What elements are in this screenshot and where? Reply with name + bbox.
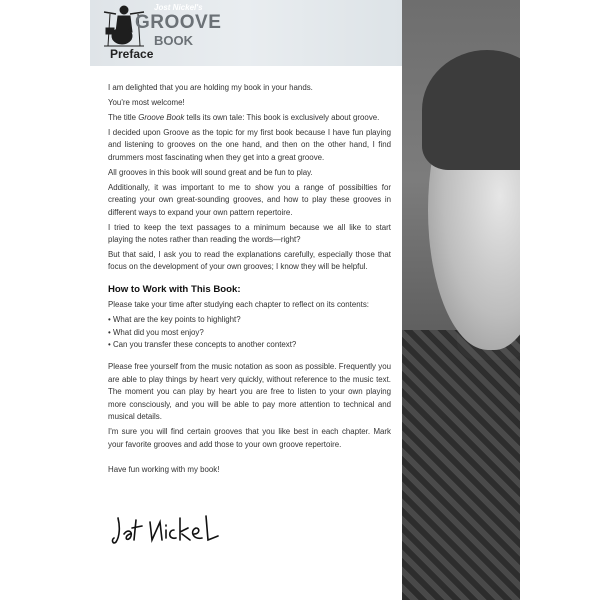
list-item: • What are the key points to highlight? [108, 314, 391, 326]
author-photo [402, 0, 520, 600]
section-heading: How to Work with This Book: [108, 283, 241, 295]
paragraph: You're most welcome! [108, 98, 185, 107]
paragraph: But that said, I ask you to read the explanations carefully, especially those that focus on the development of your own grooves; I know they will be helpful. [108, 250, 391, 272]
paragraph: All grooves in this book will sound great and be fun to play. [108, 167, 313, 177]
paragraph [108, 112, 391, 124]
section-title: Preface [110, 47, 154, 61]
paragraph: I tried to keep the text passages to a minimum because we all like to start playing the notes rather than reading the words—right? [108, 222, 391, 245]
paragraph: Additionally, it was important to me to show you a range of possibilties for creating your own great-sounding grooves, and how to play these grooves in different ways to expand your own pattern repertoire. [108, 182, 391, 217]
paragraph: Please free yourself from the music notation as soon as possible. Frequently you are able to play things by heart very quickly, without reference to the music text. The moment you can play by heart you are free to listen to your own playing more consciously, and you will be able to pay more attention to technical and musical details. [108, 362, 391, 422]
book-title-italic: Groove Book [138, 113, 185, 122]
book-title-book: BOOK [154, 33, 193, 48]
signature [110, 512, 225, 547]
series-name: Jost Nickel's [154, 3, 203, 12]
paragraph: I am delighted that you are holding my book in your hands. [108, 83, 313, 92]
book-title-groove: GROOVE [135, 12, 222, 33]
list-item: • Can you transfer these concepts to another context? [108, 339, 391, 351]
closing-line: Have fun working with my book! [108, 464, 220, 474]
text: The title [108, 113, 139, 122]
paragraph: I decided upon Groove as the topic for my first book because I have fun playing and listening to grooves on the one hand, and then on the other hand, I find drummers most fascinating when they get into a great groove. [108, 128, 391, 162]
body-text [108, 82, 391, 479]
paragraph: Please take your time after studying each chapter to reflect on its contents: [108, 300, 369, 310]
bullet-list [108, 314, 391, 351]
paragraph: I'm sure you will find certain grooves that you like best in each chapter. Mark your favorite grooves and add those to your own groove repertoire. [108, 427, 391, 449]
text: tells its own tale: This book is exclusively about groove. [184, 113, 380, 122]
list-item: • What did you most enjoy? [108, 327, 391, 339]
